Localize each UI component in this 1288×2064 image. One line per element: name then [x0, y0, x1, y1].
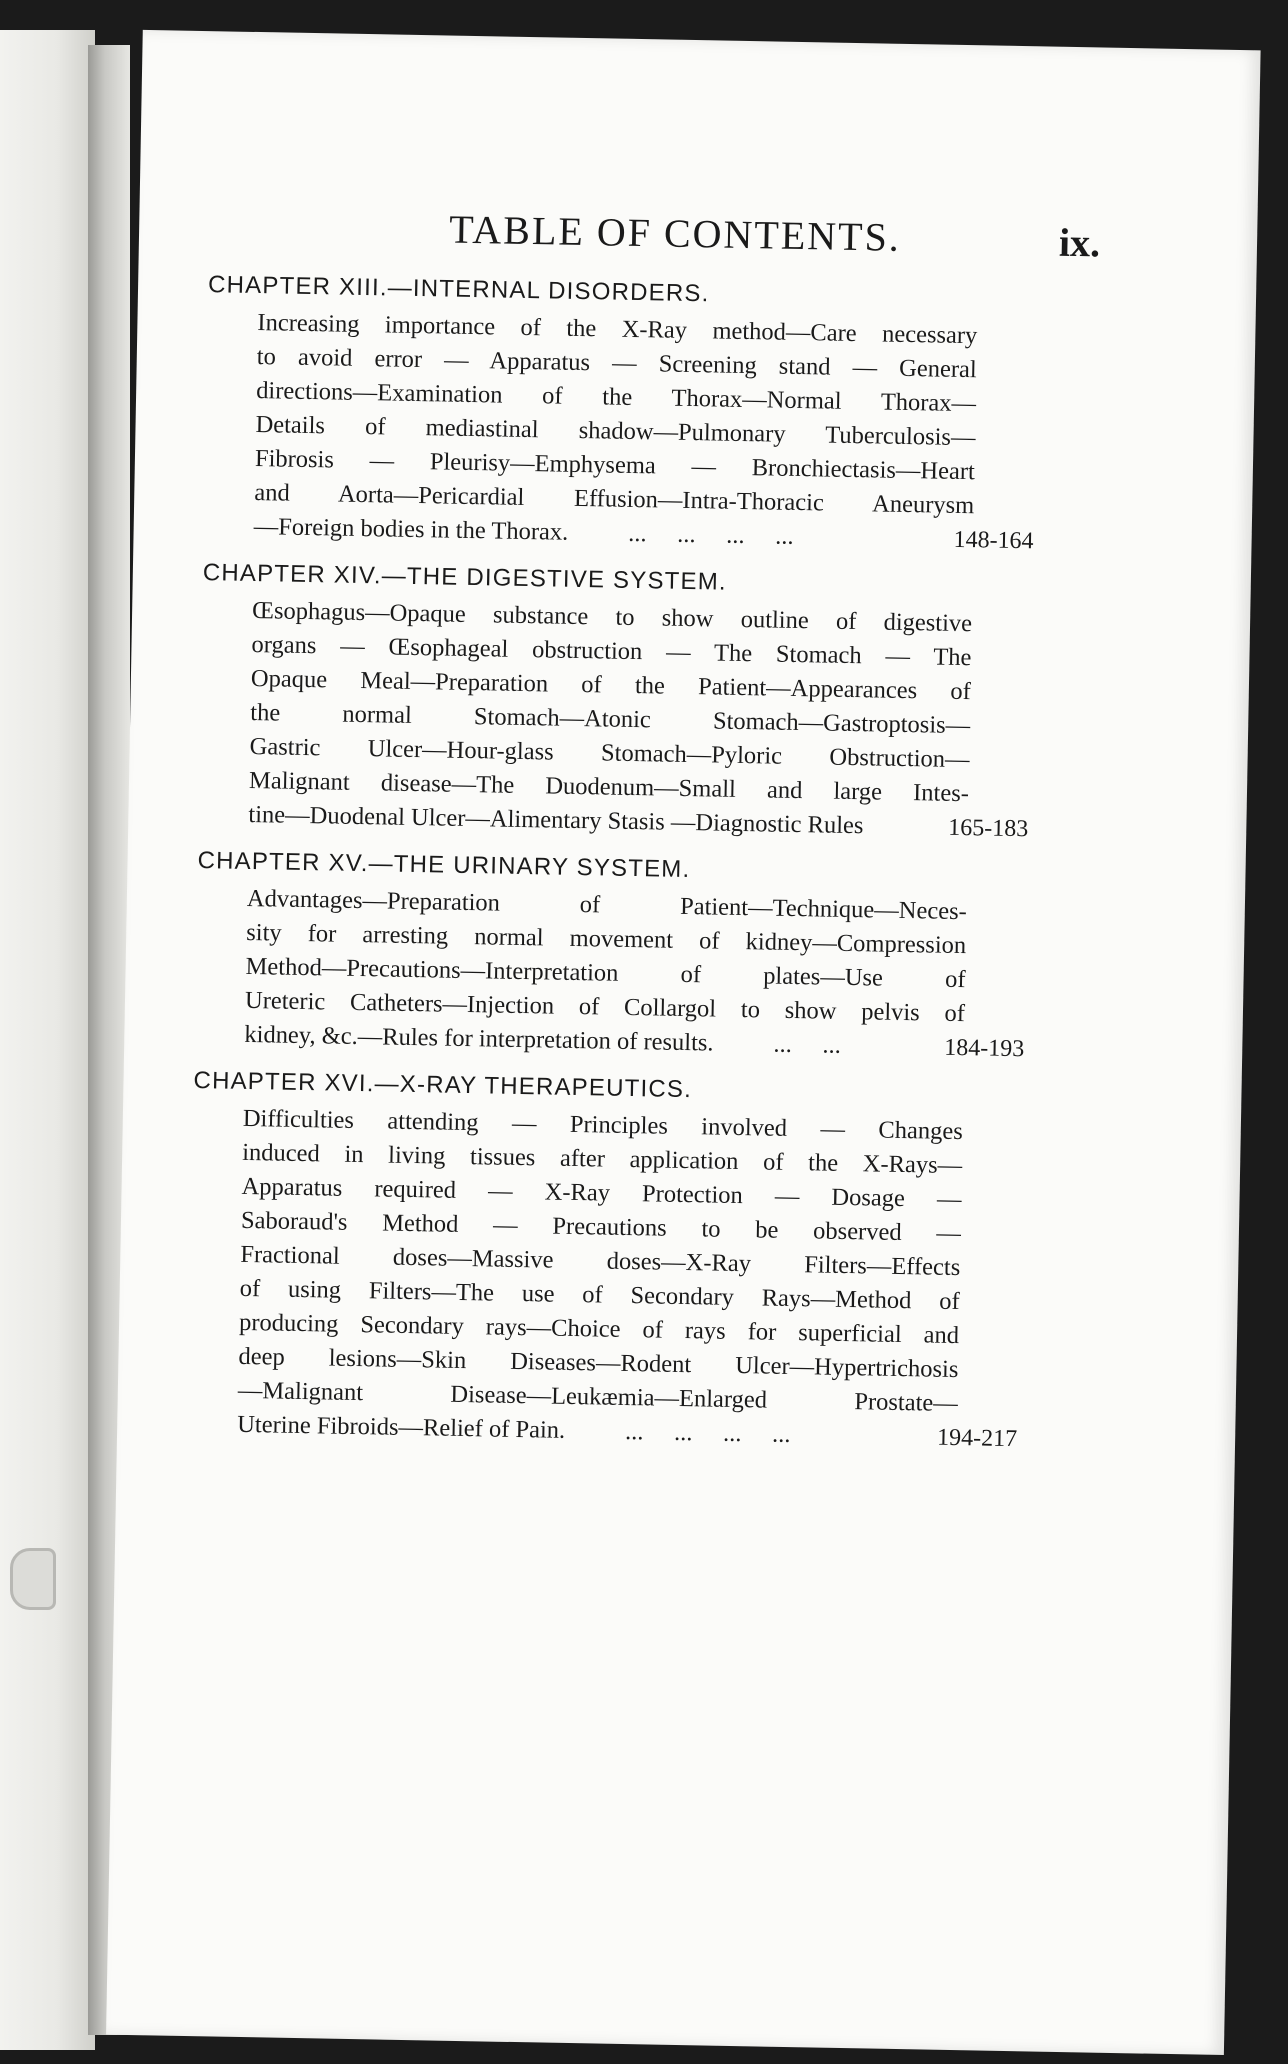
- summary-line: Fibrosis — Pleurisy—Emphysema — Bronchiectasis—Heart: [254, 445, 976, 486]
- summary-line: Saboraud's Method — Precautions to be observed —: [240, 1206, 962, 1248]
- summary-line: Apparatus required — X-Ray Protection — Dosage —: [241, 1172, 962, 1214]
- summary-line: Uterine Fibroids—Relief of Pain.: [237, 1410, 566, 1444]
- chapter-entry: [203, 271, 1058, 559]
- chapter-summary: [237, 1102, 1018, 1455]
- chapter-entry: [194, 847, 1048, 1067]
- summary-line: Ureteric Catheters—Injection of Collargol to show pelvis of: [244, 986, 966, 1028]
- chapter-heading: CHAPTER XVI.—X-RAY THERAPEUTICS.: [193, 1066, 693, 1104]
- book-page: [106, 30, 1261, 2055]
- chapter-summary: [253, 306, 1034, 557]
- chapter-entry: [187, 1067, 1044, 1457]
- page-range: 184-193: [944, 1034, 1025, 1063]
- page-range: 148-164: [953, 526, 1034, 555]
- summary-line: —Foreign bodies in the Thorax.: [253, 513, 569, 546]
- page-range: 165-183: [948, 814, 1029, 843]
- summary-line: deep lesions—Skin Diseases—Rodent Ulcer—Hypertrichosis: [238, 1342, 959, 1384]
- summary-line: the normal Stomach—Atonic Stomach—Gastroptosis—: [250, 698, 971, 740]
- page-title: TABLE OF CONTENTS.: [448, 206, 902, 260]
- page-range: 194-217: [936, 1424, 1018, 1453]
- dot-leader: ... ... ... ...: [624, 1417, 791, 1448]
- summary-line: Gastric Ulcer—Hour-glass Stomach—Pyloric Obstruction—: [249, 732, 970, 774]
- summary-line: Difficulties attending — Principles involved — Changes: [242, 1104, 963, 1146]
- summary-line: to avoid error — Apparatus — Screening stand — General: [256, 343, 977, 384]
- summary-line: Opaque Meal—Preparation of the Patient—Appearances of: [250, 664, 972, 706]
- summary-line: sity for arresting normal movement of kidney—Compression: [246, 918, 967, 960]
- dot-leader: ... ... ... ...: [628, 519, 794, 550]
- summary-line: Details of mediastinal shadow—Pulmonary Tuberculosis—: [255, 411, 976, 452]
- summary-line: Increasing importance of the X-Ray method—Care necessary: [257, 309, 978, 350]
- binding-clip-mark: [10, 1548, 56, 1610]
- table-of-contents: [187, 271, 1059, 1472]
- dot-leader: ... ...: [773, 1030, 842, 1059]
- summary-line: Advantages—Preparation of Patient—Technique—Neces-: [246, 884, 968, 926]
- summary-line: Method—Precautions—Interpretation of plates—Use of: [245, 952, 966, 994]
- summary-line: Œsophagus—Opaque substance to show outline of digestive: [251, 596, 973, 638]
- summary-line: organs — Œsophageal obstruction — The Stomach — The: [251, 630, 972, 672]
- chapter-summary: [248, 594, 1029, 845]
- summary-line: directions—Examination of the Thorax—Normal Thorax—: [255, 377, 977, 418]
- summary-line: induced in living tissues after application of the X-Rays—: [241, 1138, 963, 1180]
- summary-line: tine—Duodenal Ulcer—Alimentary Stasis —Diagnostic Rules: [248, 800, 864, 840]
- chapter-heading: CHAPTER XV.—THE URINARY SYSTEM.: [197, 847, 691, 884]
- chapter-summary: [244, 882, 1025, 1065]
- running-head: [139, 200, 1258, 270]
- summary-line: Fractional doses—Massive doses—X-Ray Filters—Effects: [240, 1240, 961, 1282]
- facing-page-edge: [0, 30, 95, 2050]
- summary-line: Malignant disease—The Duodenum—Small and large Intes-: [248, 766, 970, 808]
- summary-line: —Malignant Disease—Leukæmia—Enlarged Prostate—: [237, 1376, 959, 1418]
- summary-line: and Aorta—Pericardial Effusion—Intra-Thoracic Aneurysm: [254, 479, 975, 520]
- chapter-heading: CHAPTER XIV.—THE DIGESTIVE SYSTEM.: [202, 559, 728, 596]
- page-number: ix.: [1058, 219, 1101, 266]
- chapter-entry: [198, 559, 1053, 847]
- summary-line: producing Secondary rays—Choice of rays for superficial and: [238, 1308, 960, 1350]
- summary-line: of using Filters—The use of Secondary Rays—Method of: [239, 1274, 960, 1316]
- chapter-heading: CHAPTER XIII.—INTERNAL DISORDERS.: [207, 271, 710, 308]
- summary-line: kidney, &c.—Rules for interpretation of results.: [244, 1020, 714, 1057]
